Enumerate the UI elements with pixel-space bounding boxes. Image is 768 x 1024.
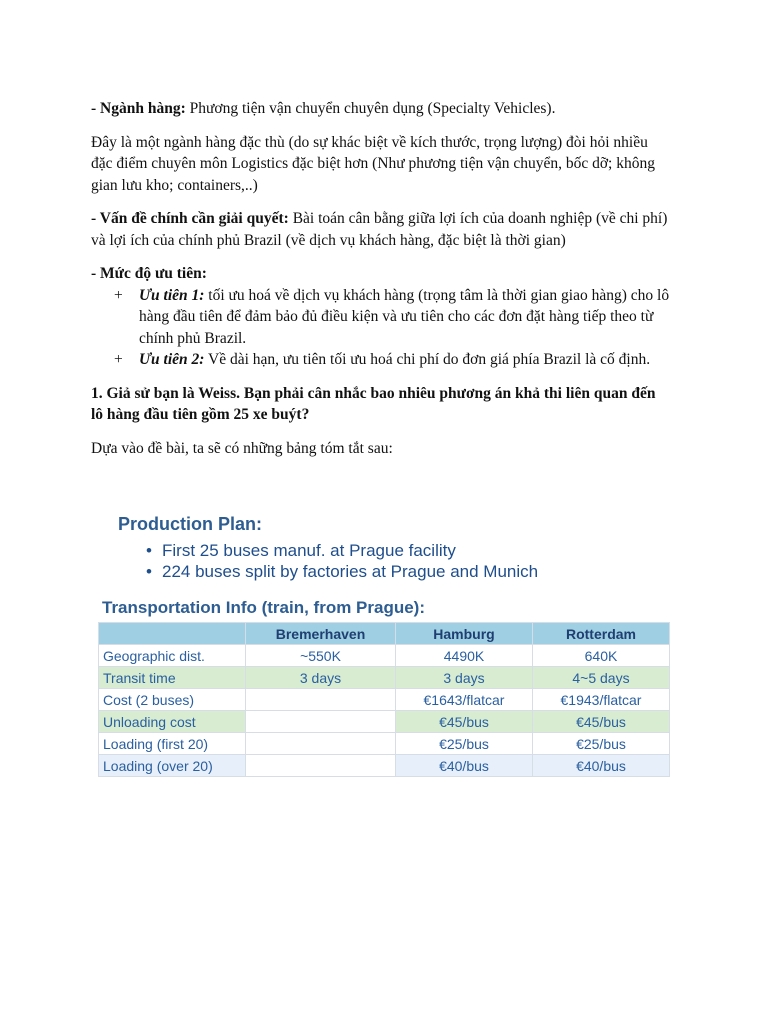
table-cell: €1643/flatcar xyxy=(396,689,533,711)
table-cell: ~550K xyxy=(246,645,396,667)
table-cell: Transit time xyxy=(99,667,246,689)
main-issue-text: Bài toán cân bằng giữa lợi ích của doanh nghiệp (về chi phí) và lợi ích của chính phủ Brazil (về dịch vụ khách hàng, đặc biệt là thời gian) xyxy=(91,210,668,249)
table-row xyxy=(99,667,670,689)
main-issue-paragraph xyxy=(91,208,671,251)
table-row xyxy=(99,645,670,667)
priority-item xyxy=(114,349,671,371)
table-header-cell xyxy=(99,623,246,645)
table-header-cell: Bremerhaven xyxy=(246,623,396,645)
industry-text: Phương tiện vận chuyển chuyên dụng (Specialty Vehicles). xyxy=(185,100,556,117)
main-issue-label: - Vấn đề chính cần giải quyết: xyxy=(91,210,289,227)
priority-list xyxy=(91,285,671,371)
table-cell xyxy=(246,711,396,733)
table-cell: 4~5 days xyxy=(532,667,669,689)
production-plan-title: Production Plan: xyxy=(118,514,262,534)
table-header-row xyxy=(99,623,670,645)
table-cell: Geographic dist. xyxy=(99,645,246,667)
transport-table xyxy=(98,622,670,777)
intro-text: Dựa vào đề bài, ta sẽ có những bảng tóm tắt sau: xyxy=(91,439,393,457)
table-cell: 3 days xyxy=(396,667,533,689)
table-cell: Loading (over 20) xyxy=(99,755,246,777)
priority-label: - Mức độ ưu tiên: xyxy=(91,265,207,282)
table-row xyxy=(99,733,670,755)
industry-paragraph xyxy=(91,98,671,120)
table-cell: Cost (2 buses) xyxy=(99,689,246,711)
table-cell: €25/bus xyxy=(396,733,533,755)
priority-item xyxy=(114,285,671,350)
table-cell: €45/bus xyxy=(532,711,669,733)
list-marker: + xyxy=(114,286,123,304)
table-cell xyxy=(246,733,396,755)
table-row xyxy=(99,689,670,711)
table-cell: 3 days xyxy=(246,667,396,689)
table-cell: €40/bus xyxy=(396,755,533,777)
table-cell: 640K xyxy=(532,645,669,667)
table-cell: €45/bus xyxy=(396,711,533,733)
priority-item-label: Ưu tiên 2: xyxy=(139,351,205,368)
production-plan-bullets xyxy=(146,540,538,582)
table-header-cell: Hamburg xyxy=(396,623,533,645)
priority-text xyxy=(139,285,671,350)
list-marker: + xyxy=(114,351,123,368)
question-heading: 1. Giả sử bạn là Weiss. Bạn phải cân nhắc bao nhiêu phương án khả thi liên quan đến lô hàng đầu tiên gồm 25 xe buýt? xyxy=(91,384,656,423)
industry-description: Đây là một ngành hàng đặc thù (do sự khác biệt về kích thước, trọng lượng) đòi hỏi nhiều đặc điểm chuyên môn Logistics đặc biệt hơn (Như phương tiện vận chuyển, bốc dỡ; không gian lưu kho; containers,..) xyxy=(91,133,655,194)
table-cell: Loading (first 20) xyxy=(99,733,246,755)
priority-item-text: tối ưu hoá về dịch vụ khách hàng (trọng tâm là thời gian giao hàng) cho lô hàng đầu tiên để đảm bảo đủ điều kiện và ưu tiên cho các đơn đặt hàng tiếp theo từ chính phủ Brazil. xyxy=(139,286,670,347)
industry-label: - Ngành hàng: xyxy=(91,100,186,117)
table-header-cell: Rotterdam xyxy=(532,623,669,645)
priority-heading xyxy=(91,263,671,285)
table-cell: €1943/flatcar xyxy=(532,689,669,711)
table-row xyxy=(99,711,670,733)
table-cell: €25/bus xyxy=(532,733,669,755)
table-cell xyxy=(246,689,396,711)
priority-item-text: Về dài hạn, ưu tiên tối ưu hoá chi phí do đơn giá phía Brazil là cố định. xyxy=(204,351,651,368)
priority-item-label: Ưu tiên 1: xyxy=(139,286,205,304)
table-cell: 4490K xyxy=(396,645,533,667)
production-bullet: • First 25 buses manuf. at Prague facility xyxy=(146,540,538,561)
priority-text xyxy=(139,349,671,371)
table-cell: Unloading cost xyxy=(99,711,246,733)
table-cell xyxy=(246,755,396,777)
document-body xyxy=(91,98,671,459)
transport-info-title: Transportation Info (train, from Prague): xyxy=(102,598,426,617)
table-row xyxy=(99,755,670,777)
production-bullet: • 224 buses split by factories at Prague and Munich xyxy=(146,561,538,582)
table-cell: €40/bus xyxy=(532,755,669,777)
summary-slide-image xyxy=(98,508,670,776)
